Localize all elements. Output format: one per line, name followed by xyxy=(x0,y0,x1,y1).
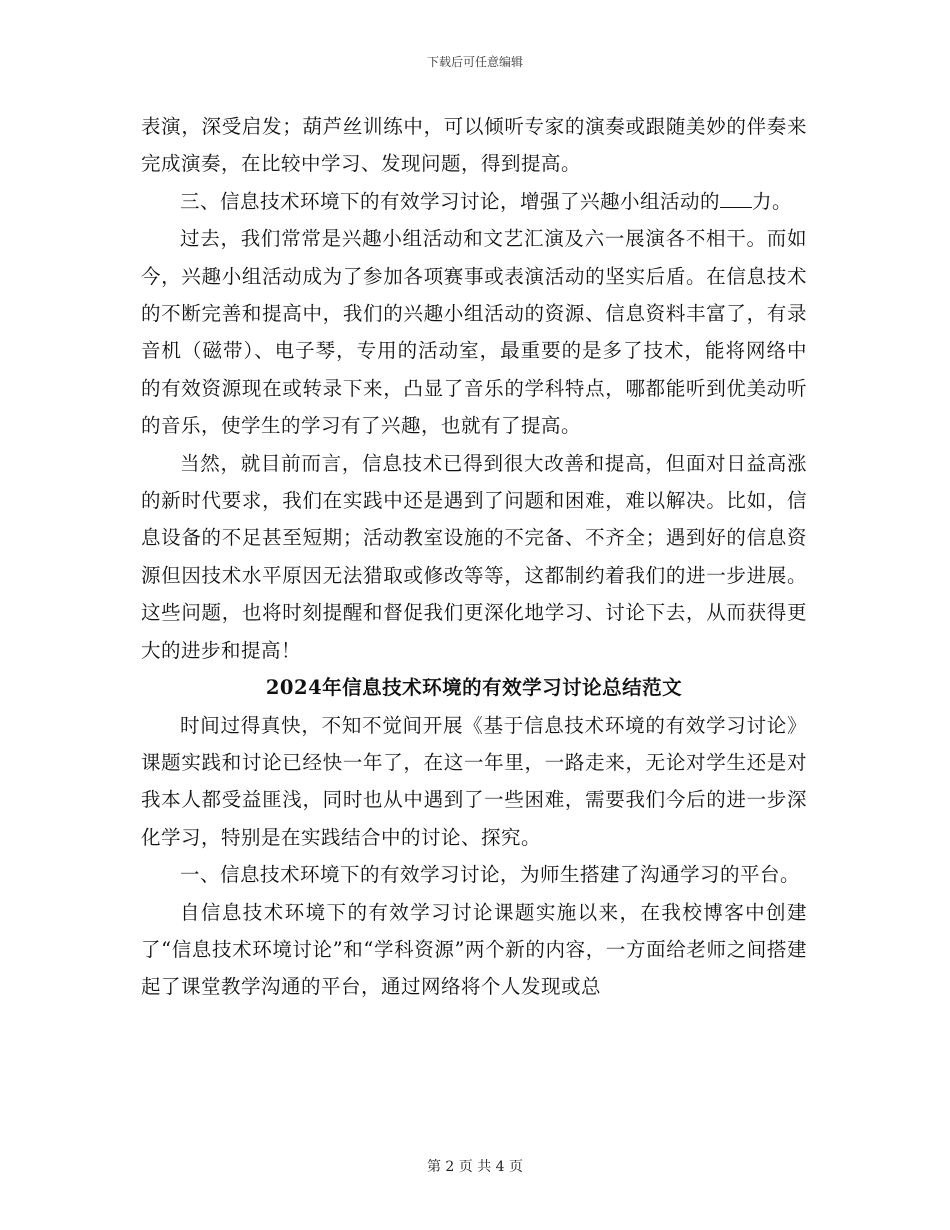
page-header-note: 下载后可任意编辑 xyxy=(426,55,523,69)
section-three-tail: 力。 xyxy=(752,189,793,213)
article-title: 2024年信息技术环境的有效学习讨论总结范文 xyxy=(265,676,683,700)
paragraph-section-one-heading: 一、信息技术环境下的有效学习讨论，为师生搭建了沟通学习的平台。 xyxy=(180,863,801,887)
fill-in-blank xyxy=(720,187,752,208)
paragraph-continuation: 表演，深受启发；葫芦丝训练中，可以倾听专家的演奏或跟随美妙的伴奏来完成演奏，在比较中学习、发现问题，得到提高。 xyxy=(141,115,807,176)
paragraph-intro: 时间过得真快，不知不觉间开展《基于信息技术环境的有效学习讨论》课题实践和讨论已经快一年了，在这一年里，一路走来，无论对学生还是对我本人都受益匪浅，同时也从中遇到了一些困难，需要我们今后的进一步深化学习，特别是在实践结合中的讨论、探究。 xyxy=(141,713,807,849)
paragraph-problems: 当然，就目前而言，信息技术已得到很大改善和提高，但面对日益高涨的新时代要求，我们在实践中还是遇到了问题和困难，难以解决。比如，信息设备的不足甚至短期；活动教室设施的不完备、不齐全；遇到好的信息资源但因技术水平原因无法猎取或修改等等，这都制约着我们的进一步进展。这些问题，也将时刻提醒和督促我们更深化地学习、讨论下去，从而获得更大的进步和提高！ xyxy=(141,451,807,662)
paragraph-section-three-heading xyxy=(141,183,807,220)
paragraph-blog-platform: 自信息技术环境下的有效学习讨论课题实施以来，在我校博客中创建了“信息技术环境讨论”和“学科资源”两个新的内容，一方面给老师之间搭建起了课堂教学沟通的平台，通过网络将个人发现或总 xyxy=(141,900,807,999)
section-three-text: 三、信息技术环境下的有效学习讨论，增强了兴趣小组活动的 xyxy=(180,189,721,213)
page-number-footer: 第 2 页 共 4 页 xyxy=(426,1159,524,1175)
paragraph-past-and-now: 过去，我们常常是兴趣小组活动和文艺汇演及六一展演各不相干。而如今，兴趣小组活动成为了参加各项赛事或表演活动的坚实后盾。在信息技术的不断完善和提高中，我们的兴趣小组活动的资源、信息资料丰富了，有录音机（磁带）、电子琴，专用的活动室，最重要的是多了技术，能将网络中的有效资源现在或转录下来，凸显了音乐的学科特点，哪都能听到优美动听的音乐，使学生的学习有了兴趣，也就有了提高。 xyxy=(141,227,807,438)
document-body xyxy=(141,108,807,1006)
